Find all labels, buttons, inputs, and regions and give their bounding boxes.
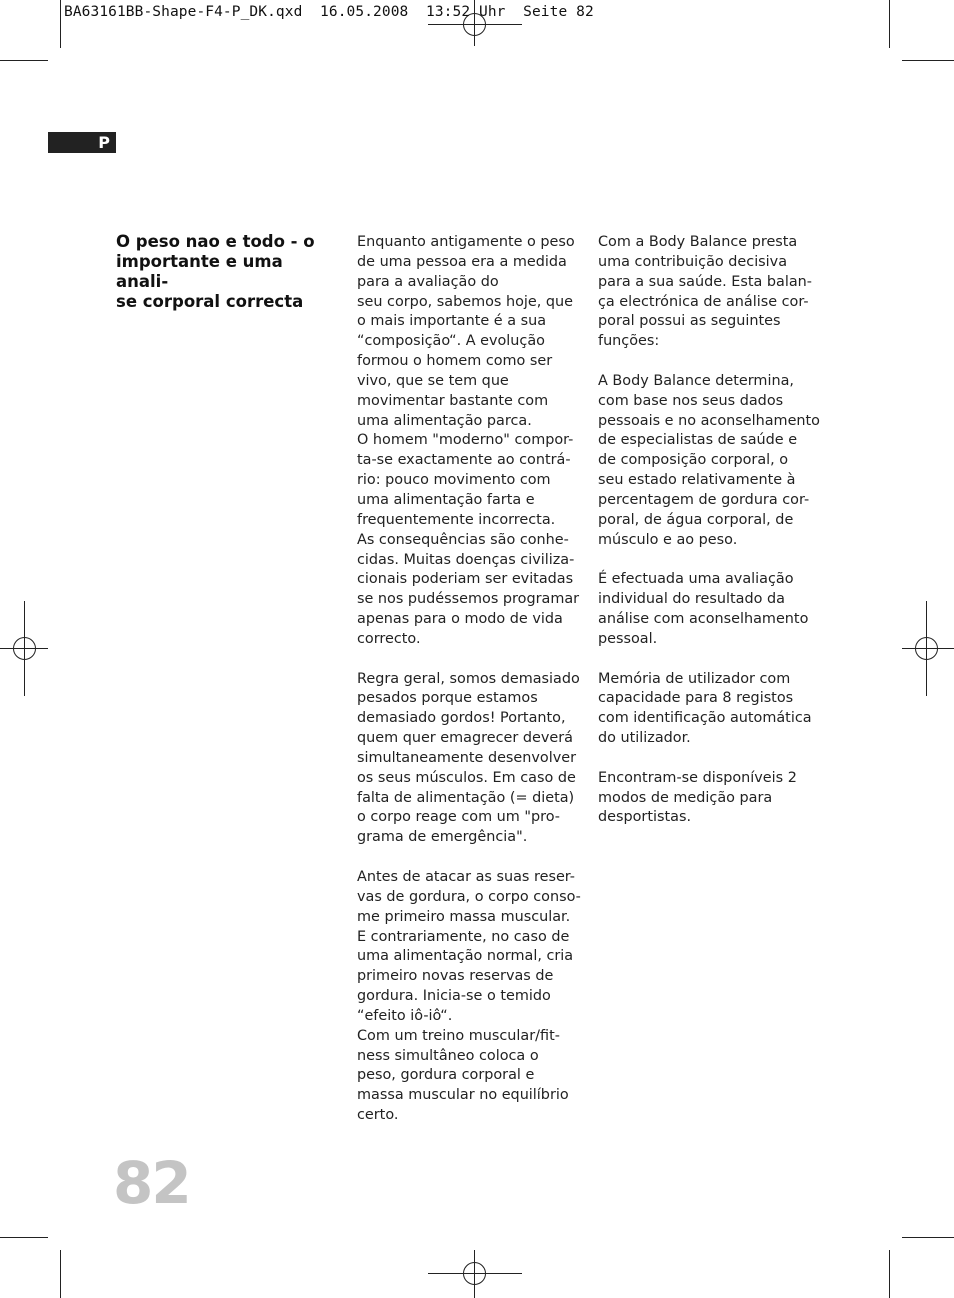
paragraph: Encontram-se disponíveis 2 modos de medição para desportistas. (598, 769, 797, 826)
paragraph: Memória de utilizador com capacidade para 8 registos com identificação automática do utilizador. (598, 670, 812, 747)
paragraph: Com a Body Balance presta uma contribuição decisiva para a sua saúde. Esta balan- ça electrónica de análise cor- poral possui as seguintes funções: (598, 234, 812, 350)
paragraph: A Body Balance determina, com base nos seus dados pessoais e no aconselhamento de especialistas de saúde e de composição corporal, o seu estado relativamente à percentagem de gordura cor- poral, de água corporal, de músculo e ao peso. (598, 372, 820, 548)
paragraph: Antes de atacar as suas reser- vas de gordura, o corpo conso- me primeiro massa muscular. E contrariamente, no caso de uma alimentação normal, cria primeiro novas reservas de gordura. Inicia-se o temido “efeito iô-iô“. Com um treino muscular/fit- ness simultâneo coloca o peso, gordura corporal e massa muscular no equilíbrio certo. (357, 869, 581, 1124)
file-slug-line: BA63161BB-Shape-F4-P_DK.qxd 16.05.2008 13:52 Uhr Seite 82 (64, 4, 594, 20)
paragraph: Regra geral, somos demasiado pesados porque estamos demasiado gordos! Portanto, quem quer emagrecer deverá simultaneamente desenvolver os seus músculos. Em caso de falta de alimentação (= dieta) o corpo reage com um "pro- grama de emergência". (357, 670, 580, 846)
page-number: 82 (113, 1149, 190, 1217)
text-column-right (598, 233, 828, 848)
text-column-middle (357, 233, 585, 1146)
paragraph: É efectuada uma avaliação individual do resultado da análise com aconselhamento pessoal. (598, 571, 809, 647)
section-heading (116, 232, 338, 312)
language-tab: P (48, 132, 116, 153)
section-heading-text: O peso nao e todo - o importante e uma anali- se corporal correcta (116, 232, 315, 311)
paragraph: Enquanto antigamente o peso de uma pessoa era a medida para a avaliação do seu corpo, sabemos hoje, que o mais importante é a sua “composição“. A evolução formou o homem como ser vivo, que se tem que movimentar bastante com uma alimentação parca. O homem "moderno" compor- ta-se exactamente ao contrá- rio: pouco movimento com uma alimentação farta e frequentemente incorrecta. As consequências são conhe- cidas. Muitas doenças civiliza- cionais poderiam ser evitadas se nos pudéssemos programar apenas para o modo de vida correcto. (357, 234, 580, 647)
